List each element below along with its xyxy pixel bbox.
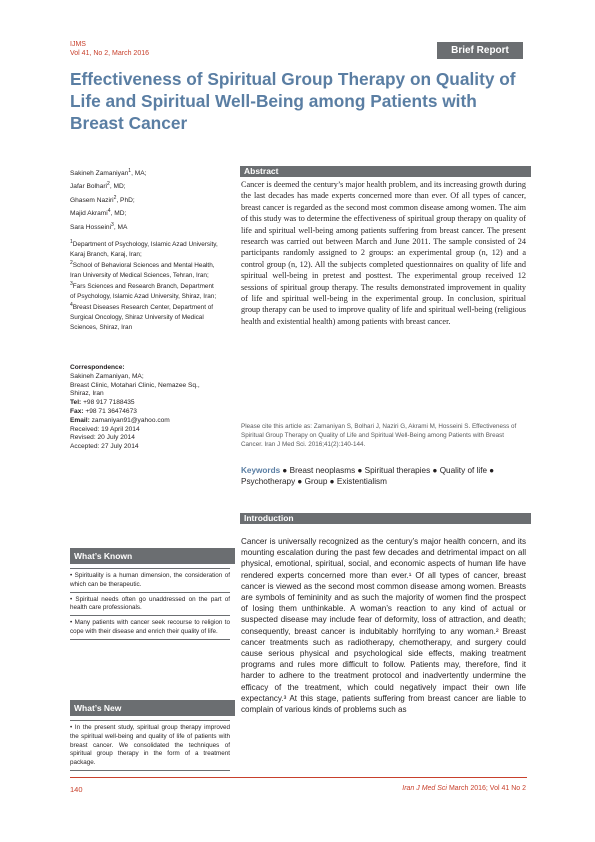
author: Ghasem Naziri$^2$, PhD; [70,194,135,205]
citation-text: Please cite this article as: Zamaniyan S, Bolhari J, Naziri G, Akrami M, Hosseini S. Effectiveness of Spiritual Group Therapy on Quality of Life and Spiritual Well-Being among Patients with Breast Cancer. Iran J Med Sci. 2016;41(2):140-144. [241,423,517,448]
accepted-date: Accepted: 27 July 2014 [70,443,139,451]
whats-known-list [70,568,230,640]
footer-rule [70,777,527,778]
keywords-list: ● Breast neoplasms ● Spiritual therapies ● Quality of life ● Psychotherapy ● Group ● Existentialism [241,466,495,487]
article-type-badge: Brief Report [437,42,523,59]
list-item: • Spiritual needs often go unaddressed on the part of health care professionals. [70,593,230,617]
affiliation: $^3$Fars Sciences and Research Branch, Department of Psychology, Islamic Azad University, Shiraz, Iran; [70,281,217,300]
abstract-heading: Abstract [240,166,531,177]
whats-known-heading: What’s Known [70,548,235,564]
whats-new-heading: What’s New [70,700,235,716]
affiliation-list [70,238,220,332]
correspondence-tel: Tel: +98 917 7188435 [70,399,135,407]
author: Majid Akrami$^4$, MD; [70,208,127,218]
correspondence-name: Sakineh Zamaniyan, MA; [70,372,144,380]
author-list [70,166,230,233]
volume-line: Vol 41, No 2, March 2016 [70,50,149,57]
whats-new-list [70,720,230,771]
list-item: • In the present study, spiritual group therapy improved the spiritual well-being and quality of life of patients with breast cancer. We consolidated the techniques of spiritual group therapy in the form of a treatment package. [70,721,230,771]
received-date: Received: 19 April 2014 [70,425,140,433]
list-item: • Spirituality is a human dimension, the consideration of which can be therapeutic. [70,569,230,593]
correspondence-heading: Correspondence: [70,364,125,371]
correspondence-email[interactable]: Email: zamaniyan91@yahoo.com [70,416,170,424]
correspondence-address: Breast Clinic, Motahari Clinic, Nemazee Sq., Shiraz, Iran [70,381,200,398]
affiliation: $^4$Breast Diseases Research Center, Department of Surgical Oncology, Shiraz University of Medical Sciences, Shiraz, Iran [70,302,214,331]
article-title: Effectiveness of Spiritual Group Therapy on Quality of Life and Spiritual Well-Being among Patients with Breast Cancer [70,69,516,133]
journal-header [70,40,149,58]
affiliation: $^2$School of Behavioral Sciences and Mental Health, Iran University of Medical Sciences, Tehran, Iran; [70,260,215,279]
affiliation: $^1$Department of Psychology, Islamic Azad University, Karaj Branch, Karaj, Iran; [70,239,218,258]
list-item: • Many patients with cancer seek recourse to religion to cope with their disease and enrich their quality of life. [70,616,230,640]
author: Jafar Bolhari$^2$, MD; [70,181,126,191]
author: Sakineh Zamaniyan$^1$, MA; [70,168,147,178]
introduction-heading: Introduction [240,513,531,524]
journal-abbrev: IJMS [70,41,86,48]
correspondence-block [70,364,220,452]
introduction-text: Cancer is universally recognized as the century’s major health concern, and its mounting escalation during the past few decades and detrimental impact on all physical, emotional, spiritual, social, and economic aspects of human life have rendered experts concerned more than ever.¹ Of all types of cancer, breast cancer is viewed as the second most common disease among women. Breasts are symbols of femininity and as such the majority of women find the prospect of losing them unthinkable. A woman’s reaction to any kind of actual or suspected disease may include fear of deformity, loss of attraction, and death; consequently, breast cancer is indubitably horrifying to any woman.² Breast cancer treatments such as radiotherapy, chemotherapy, and surgery could cause serious physical and psychological side effects, making treatment programs and rules more difficult to follow. Patients may, therefore, find it harder to adhere to the treatment protocol and inadvertently undermine the efficacy of the treatment, which could negatively impact their own life expectancy.³ At this stage, patients suffering from breast cancer are liable to complain of various kinds of problems such as [241,537,526,715]
revised-date: Revised: 20 July 2014 [70,434,135,442]
keywords-label: Keywords [241,466,281,475]
correspondence-fax: Fax: +98 71 36474673 [70,407,137,415]
page-number: 140 [70,785,83,794]
footer-journal-ref: Iran J Med Sci March 2016; Vol 41 No 2 [402,785,526,792]
abstract-text: Cancer is deemed the century’s major health problem, and its increasing growth during the last decades has made experts concerned more than ever. Of all types of cancer, breast cancer is regarded as the second most common disease among women. The aim of this study was to determine the effectiveness of spiritual group therapy on quality of life and spiritual well-being among patients suffering from breast cancer. The present research was carried out between March and June 2011. The sample consisted of 24 participants randomly assigned to 2 groups: an experimental group (n, 12) and a control group (n, 12). All the subjects completed questionnaires on quality of life and spiritual well-being in pretest and posttest. The experimental group received 12 sessions of spiritual group therapy. The results demonstrated improvement in quality of life and spiritual well-being in the experimental group. In conclusion, spiritual group therapy can be used to improve quality of life and spiritual well-being (religious health and existential health) among patients with breast cancer. [241,180,526,326]
author: Sara Hosseini$^3$, MA [70,221,128,232]
keywords [241,465,526,488]
